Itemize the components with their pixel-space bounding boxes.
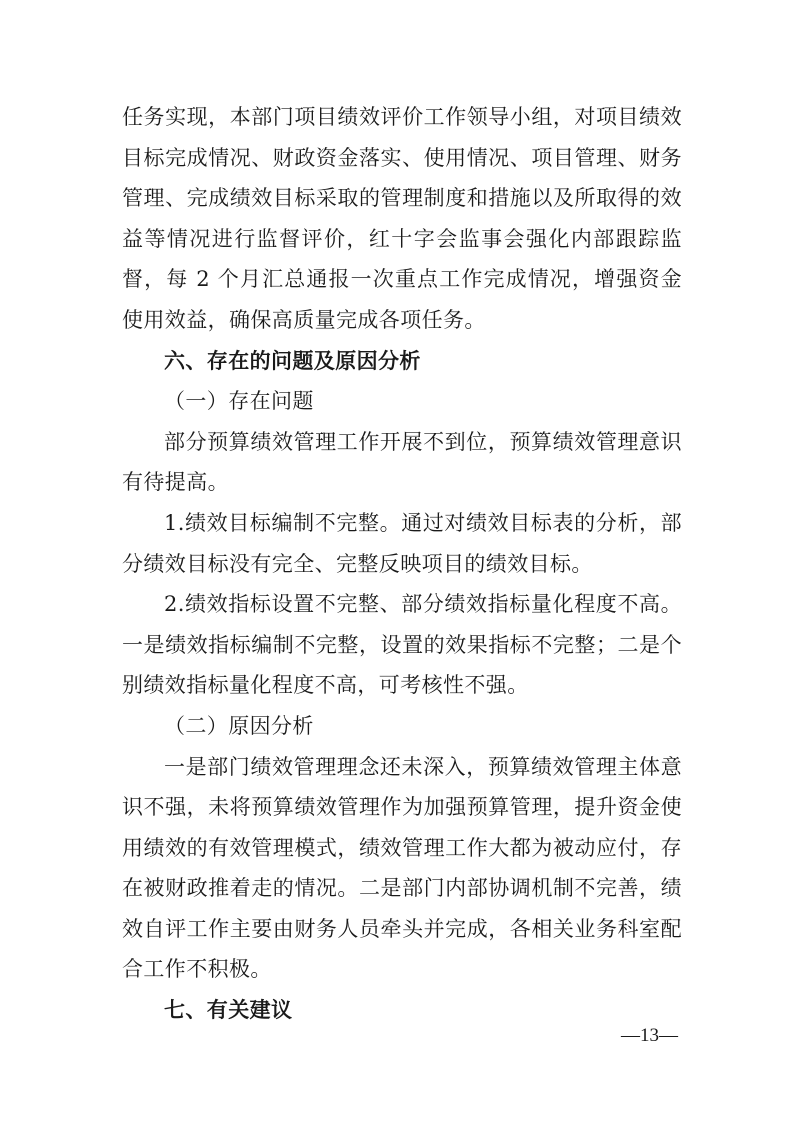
paragraph-problem-summary: 部分预算绩效管理工作开展不到位，预算绩效管理意识有待提高。 xyxy=(122,429,682,495)
paragraph-problem-1: 1.绩效目标编制不完整。通过对绩效目标表的分析，部分绩效目标没有完全、完整反映项目的绩效目标。 xyxy=(122,510,682,576)
subsection-heading-causes: （二）原因分析 xyxy=(164,713,314,738)
paragraph-causes: 一是部门绩效管理理念还未深入，预算绩效管理主体意识不强，未将预算绩效管理作为加强预算管理，提升资金使用绩效的有效管理模式，绩效管理工作大都为被动应付，存在被财政推着走的情况。二是部门内部协调机制不完善，绩效自评工作主要由财务人员牵头并完成，各相关业务科室配合工作不积极。 xyxy=(122,754,682,982)
section-heading-7: 七、有关建议 xyxy=(164,997,293,1023)
document-body xyxy=(122,97,682,1031)
section-heading-6: 六、存在的问题及原因分析 xyxy=(164,347,421,373)
paragraph-continuation: 任务实现，本部门项目绩效评价工作领导小组，对项目绩效目标完成情况、财政资金落实、使用情况、项目管理、财务管理、完成绩效目标采取的管理制度和措施以及所取得的效益等情况进行监督评价，红十字会监事会强化内部跟踪监督，每 2 个月汇总通报一次重点工作完成情况，增强资金使用效益，确保高质量完成各项任务。 xyxy=(122,105,682,332)
page-number: —13— xyxy=(621,1025,678,1046)
paragraph-problem-2: 2.绩效指标设置不完整、部分绩效指标量化程度不高。一是绩效指标编制不完整，设置的效果指标不完整；二是个别绩效指标量化程度不高，可考核性不强。 xyxy=(122,592,682,698)
subsection-heading-problems: （一）存在问题 xyxy=(164,389,314,414)
